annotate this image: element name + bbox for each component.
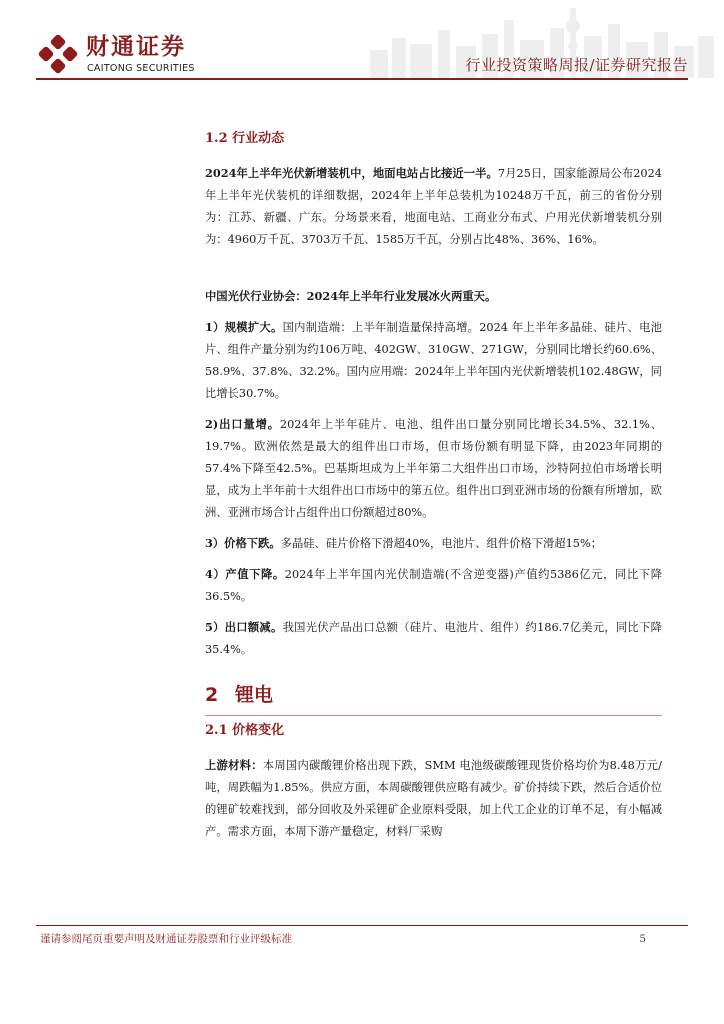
spacer [205,259,662,285]
footer-disclaimer: 谨请参阅尾页重要声明及财通证券股票和行业评级标准 [40,933,292,945]
paragraph-body: 本周国内碳酸锂价格出现下跌，SMM 电池级碳酸锂现货价格均价为8.48万元/吨，周跌幅为1.85%。供应方面，本周碳酸锂供应略有减少。矿价持续下跌，然后合适价位的锂矿较难找到，部分回收及外采锂矿企业原料受限，加上代工企业的订单不足，有小幅减产。需求方面，本周下游产量稳定，材料厂采购 [205,759,662,838]
item-lead: 2)出口量增。 [205,417,280,431]
list-item-scale [205,316,662,405]
paragraph-lead: 中国光伏行业协会：2024年上半年行业发展冰火两重天。 [205,289,497,303]
item-body: 国内制造端：上半年制造量保持高增。2024 年上半年多晶硅、硅片、电池片、组件产量分别为约106万吨、402GW、310GW、271GW，分别同比增长约60.6%、58.9%、37.8%、32.2%。国内应用端：2024年上半年国内光伏新增装机102.48GW，同比增长30.7%。 [205,321,662,400]
list-item-price-drop [205,532,662,555]
section-heading-1-2: 1.2 行业动态 [205,131,285,146]
item-body: 2024年上半年国内光伏制造端(不含逆变器)产值约5386亿元，同比下降36.5%。 [205,568,662,603]
item-body: 2024年上半年硅片、电池、组件出口量分别同比增长34.5%、32.1%、19.7%。欧洲依然是最大的组件出口市场，但市场份额有明显下降，由2023年同期的57.4%下降至42.5%。巴基斯坦成为上半年第二大组件出口市场，沙特阿拉伯市场增长明显，成为上半年前十大组件出口市场中的第五位。组件出口到亚洲市场的份额有所增加，欧洲、亚洲市场合计占组件出口份额超过80%。 [205,418,662,519]
item-lead: 4）产值下降。 [205,567,285,581]
section-heading-2 [205,683,662,707]
item-lead: 5）出口额减。 [205,620,283,634]
paragraph-pv-installations [205,162,662,251]
brand-name-en: CAITONG SECURITIES [87,63,195,74]
paragraph-body: 7月25日，国家能源局公布2024年上半年光伏装机的详细数据，2024年上半年总装机为10248万千瓦，前三的省份分别为：江苏、新疆、广东。分场景来看，地面电站、工商业分布式、户用光伏新增装机分别为：4960万千瓦、3703万千瓦、1585万千瓦，分别占比48%、36%、16%。 [205,167,662,246]
caitong-logo-icon [38,34,78,74]
item-lead: 1）规模扩大。 [205,320,283,334]
item-body: 我国光伏产品出口总额（硅片、电池片、组件）约186.7亿美元，同比下降35.4%。 [205,621,662,656]
report-body [205,130,662,851]
section-number: 2 [205,684,219,706]
brand-name-cn: 财通证券 [86,34,186,60]
section-title: 锂电 [235,684,274,706]
page-number: 5 [639,933,646,945]
list-item-output-value [205,563,662,608]
paragraph-upstream-materials [205,754,662,843]
section-heading-2-1: 2.1 价格变化 [205,723,285,738]
list-item-export-volume [205,413,662,524]
item-lead: 3）价格下跌。 [205,536,281,550]
report-type: 行业投资策略周报/证券研究报告 [465,56,688,74]
paragraph-lead: 上游材料： [205,758,263,772]
section-divider [205,715,662,716]
footer-divider [36,925,688,926]
item-body: 多晶硅、硅片价格下滑超40%，电池片、组件价格下滑超15%； [280,537,603,550]
page-header [0,0,724,80]
header-divider [36,78,688,80]
list-item-export-value [205,616,662,661]
paragraph-cpia-summary [205,285,662,308]
paragraph-lead: 2024年上半年光伏新增装机中，地面电站占比接近一半。 [205,166,498,180]
